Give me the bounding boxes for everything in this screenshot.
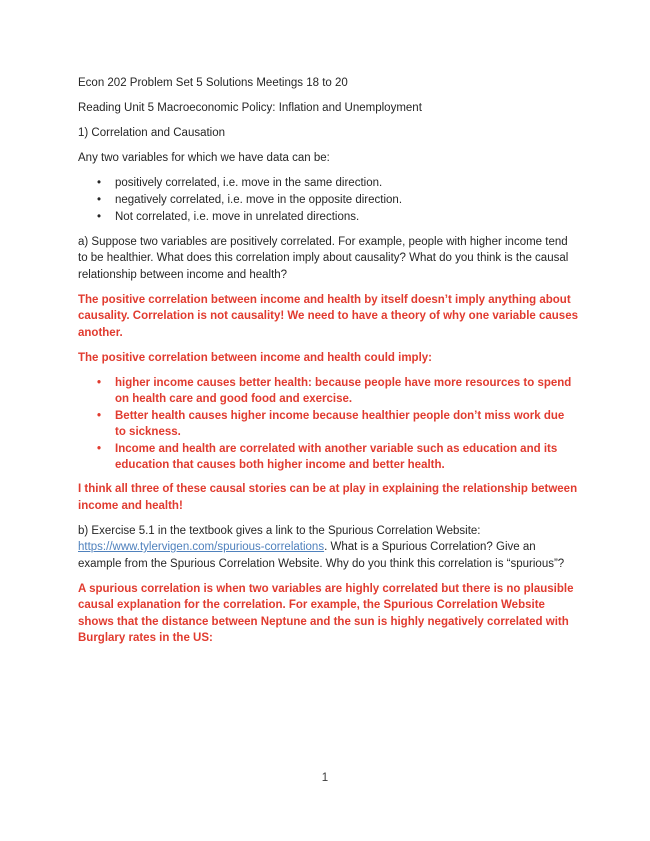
answer-a-list — [78, 375, 578, 473]
question-b-prefix: b) Exercise 5.1 in the textbook gives a link to the Spurious Correlation Website: — [78, 524, 481, 537]
section-heading: 1) Correlation and Causation — [78, 127, 226, 139]
spurious-correlations-link[interactable]: https://www.tylervigen.com/spurious-correlations — [78, 541, 325, 553]
question-b-suffix: . What is a Spurious Correlation? Give an example from the Spurious Correlation Website. Why do you think this correlation is “spurious”? — [78, 541, 565, 570]
list-item: • Not correlated, i.e. move in unrelated directions. — [115, 209, 578, 225]
reading-line: Reading Unit 5 Macroeconomic Policy: Inflation and Unemployment — [78, 102, 422, 114]
list-item: • negatively correlated, i.e. move in the opposite direction. — [115, 192, 578, 208]
answer-a-paragraph-2: The positive correlation between income and health could imply: — [78, 351, 433, 364]
list-item: • positively correlated, i.e. move in the same direction. — [115, 175, 578, 191]
list-item: • higher income causes better health: because people have more resources to spend on health care and good food and exercise. — [115, 375, 578, 407]
answer-a-paragraph-3: I think all three of these causal stories can be at play in explaining the relationship between income and health! — [78, 483, 578, 512]
intro-line: Any two variables for which we have data can be: — [78, 152, 330, 164]
correlation-types-list — [78, 175, 578, 225]
list-item: • Better health causes higher income because healthier people don’t miss work due to sickness. — [115, 408, 578, 440]
list-item: • Income and health are correlated with another variable such as education and its education that causes both higher income and better health. — [115, 441, 578, 473]
question-a: a) Suppose two variables are positively correlated. For example, people with higher income tend to be healthier. What does this correlation imply about causality? What do you think is the causal relationship between income and health? — [78, 235, 569, 281]
question-b — [78, 523, 578, 573]
answer-a-paragraph-1: The positive correlation between income and health by itself doesn’t imply anything about causality. Correlation is not causality! We need to have a theory of why one variable causes another. — [78, 293, 578, 339]
page-number: 1 — [321, 772, 329, 784]
answer-b-paragraph: A spurious correlation is when two variables are highly correlated but there is no plausible causal explanation for the correlation. For example, the Spurious Correlation Website shows that the distance between Neptune and the sun is highly negatively correlated with Burglary rates in the US: — [78, 582, 574, 644]
document-body — [78, 75, 578, 655]
course-title-line: Econ 202 Problem Set 5 Solutions Meetings 18 to 20 — [78, 77, 348, 89]
